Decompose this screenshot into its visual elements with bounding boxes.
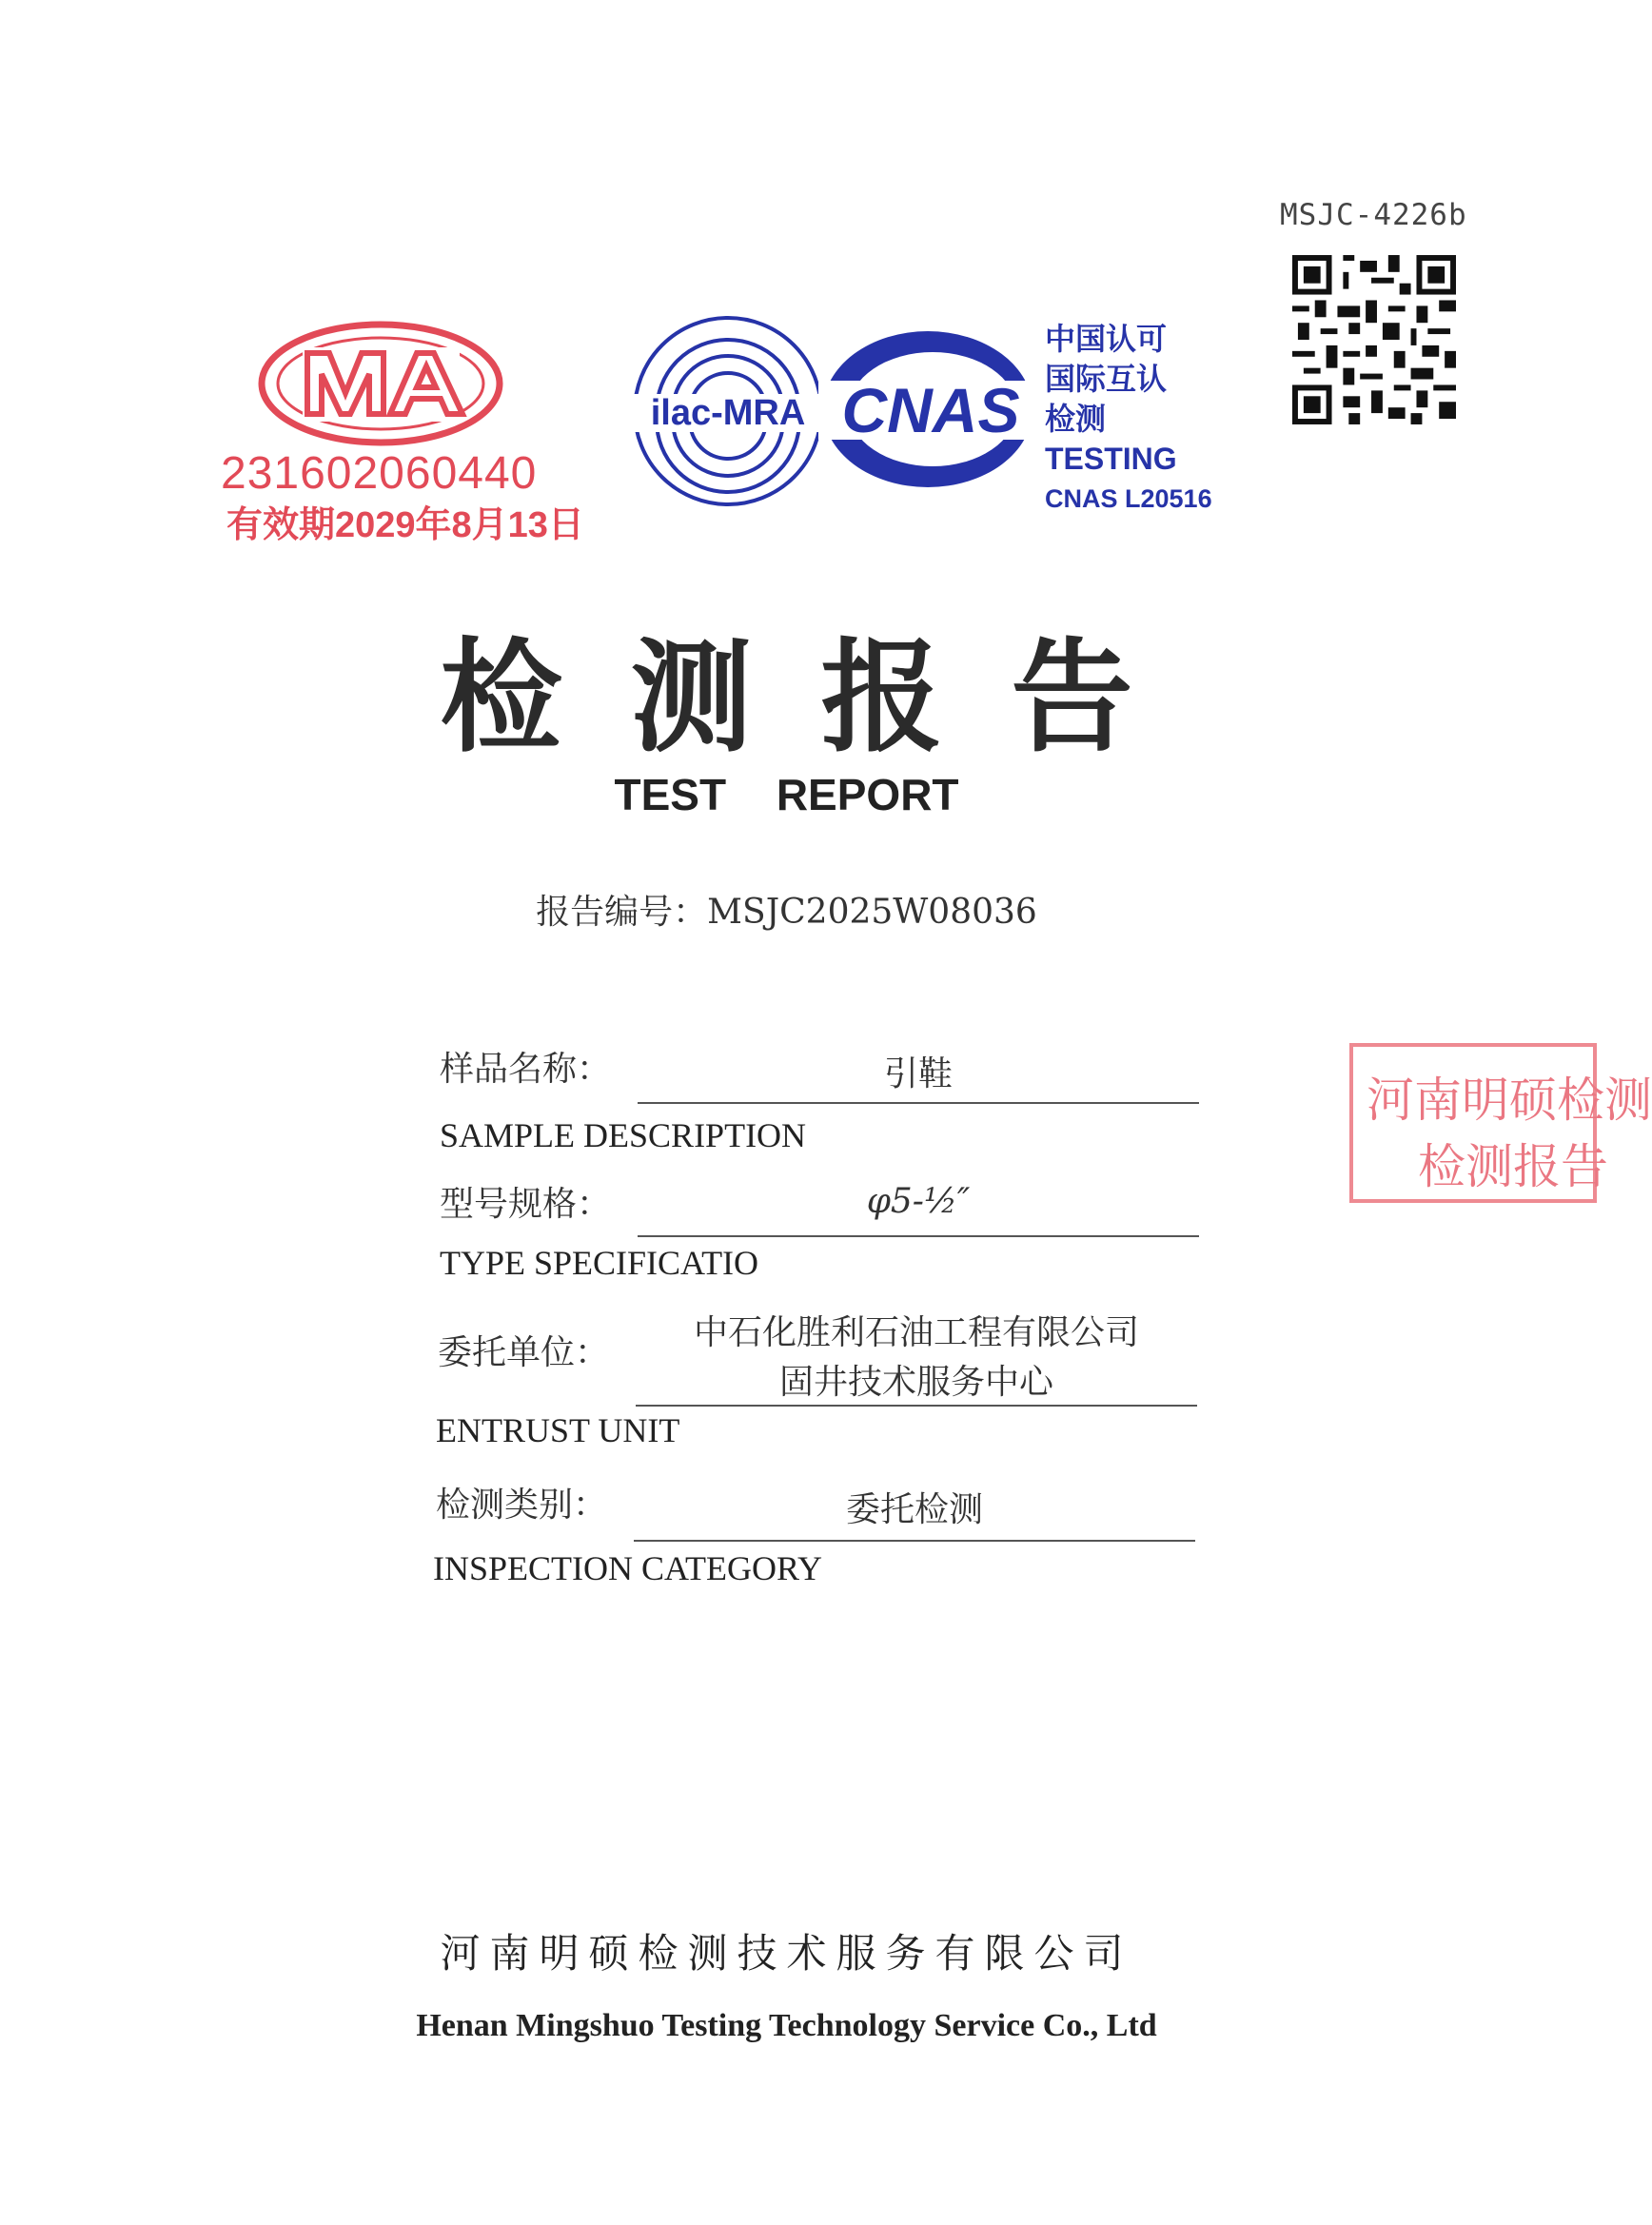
entrust-underline [636,1405,1197,1407]
page-title-cn: 检测报告 [440,626,1202,769]
type-label-cn: 型号规格： [440,1185,612,1224]
seal-line-2: 检测报告 [1418,1140,1608,1193]
category-value: 委托检测 [845,1490,983,1529]
cnas-line-1: 中国认可 [1045,322,1168,356]
ma-stamp-number: 231602060440 [221,448,538,499]
entrust-value-line-1: 中石化胜利石油工程有限公司 [693,1313,1139,1352]
type-label-en: TYPE SPECIFICATIO [440,1244,759,1282]
category-label-en: INSPECTION CATEGORY [433,1549,823,1587]
ilac-label: ilac-MRA [650,393,806,433]
company-name-en: Henan Mingshuo Testing Technology Service Co., Ltd [416,2008,1157,2043]
company-seal-stamp [1349,1043,1652,1203]
cnas-label: CNAS [841,375,1020,445]
sample-underline [638,1102,1199,1104]
entrust-label-en: ENTRUST UNIT [436,1411,680,1449]
type-value: φ5-½″ [866,1182,971,1221]
sample-label-en: SAMPLE DESCRIPTION [440,1116,807,1154]
document-code: MSJC-4226b [1280,198,1467,232]
category-label-cn: 检测类别： [436,1486,608,1525]
cnas-line-5: CNAS L20516 [1045,484,1212,513]
entrust-value-line-2: 固井技术服务中心 [778,1363,1053,1402]
cnas-line-4: TESTING [1045,442,1177,476]
report-number: 报告编号：MSJC2025W08036 [536,893,1037,932]
seal-line-1: 河南明硕检测 [1367,1073,1652,1127]
category-underline [634,1540,1195,1542]
cnas-line-2: 国际互认 [1045,362,1168,396]
qr-code-icon [1292,255,1456,424]
page-title-en: TEST REPORT [614,770,959,819]
sample-value: 引鞋 [883,1054,953,1093]
cnas-line-3: 检测 [1045,402,1107,436]
entrust-label-cn: 委托单位： [438,1333,610,1372]
cnas-accreditation-text [1045,319,1212,519]
company-name-cn: 河南明硕检测技术服务有限公司 [440,1930,1133,1977]
ma-stamp-validity: 有效期2029年8月13日 [226,505,584,545]
type-underline [638,1235,1199,1237]
sample-label-cn: 样品名称： [440,1050,612,1089]
